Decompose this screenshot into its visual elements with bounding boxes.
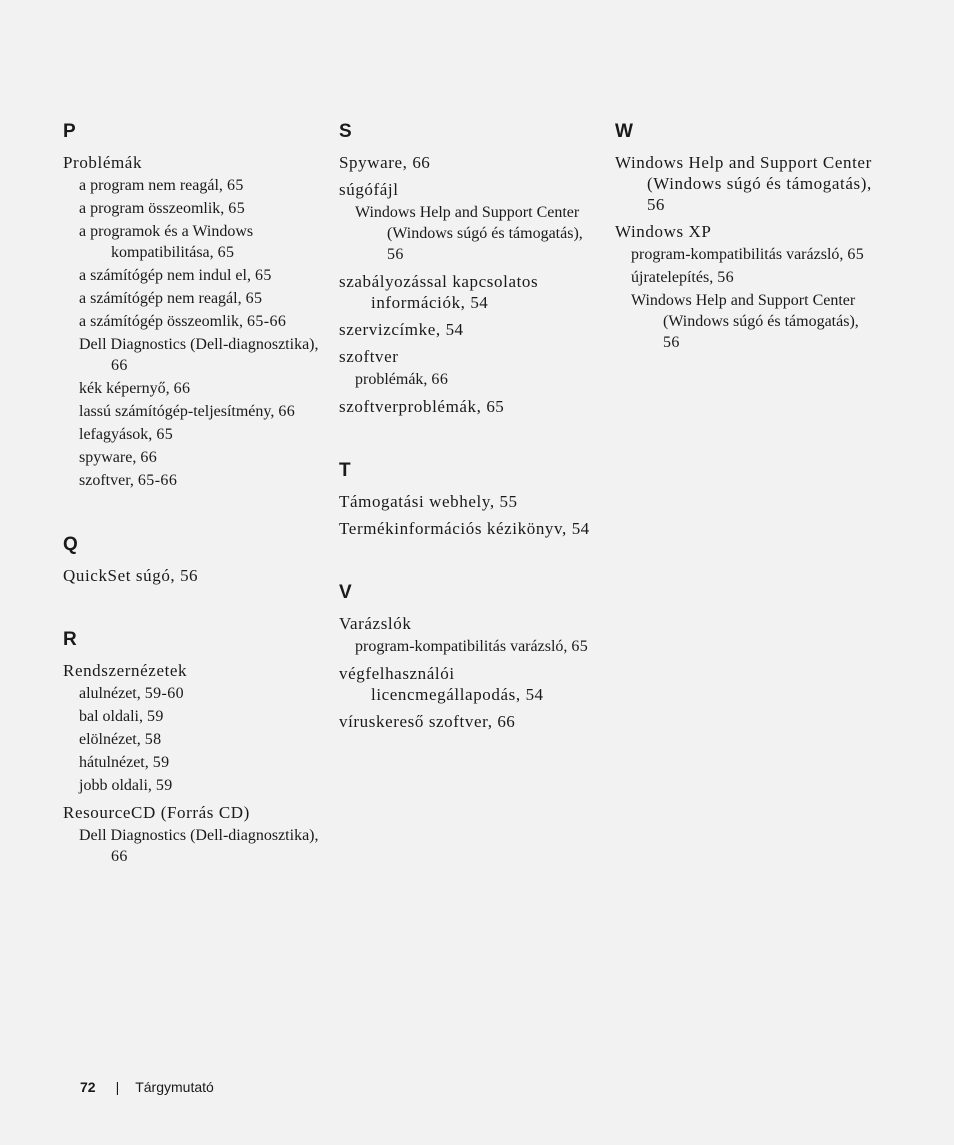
sub-entry <box>63 221 323 263</box>
entry-term <box>339 179 599 200</box>
page-ref: 66 <box>140 449 158 466</box>
sub-entry-text: alulnézet, <box>79 685 145 702</box>
sub-entry-text: lassú számítógép-teljesítmény, <box>79 403 279 420</box>
page-ref: 54 <box>470 293 489 312</box>
section-letter: W <box>615 121 633 142</box>
page-ref: 54 <box>445 320 464 339</box>
index-entry <box>339 319 599 340</box>
term-text: Termékinformációs kézikönyv, <box>339 519 572 538</box>
sub-entry <box>615 267 875 288</box>
page-ref: 65 <box>245 290 263 307</box>
page-ref: 65 <box>226 177 244 194</box>
page-ref: 56 <box>663 334 680 351</box>
term-text: Spyware, <box>339 153 413 172</box>
index-section <box>339 459 599 539</box>
sub-entry <box>63 470 323 491</box>
page-ref: 65 <box>156 426 174 443</box>
entry-term <box>63 660 323 681</box>
section-letter: P <box>63 121 76 142</box>
section-title: Tárgymutató <box>135 1079 214 1095</box>
index-entry <box>339 396 599 417</box>
sub-entry <box>63 424 323 445</box>
page-ref: 65 <box>228 200 246 217</box>
term-text: szabályozással kapcsolatos információk, <box>339 272 539 312</box>
entry-term <box>339 271 599 313</box>
page-ref: 56 <box>387 246 404 263</box>
index-entry <box>339 711 599 732</box>
index-entry <box>339 179 599 265</box>
index-entry <box>339 491 599 512</box>
sub-entry-text: szoftver, <box>79 472 138 489</box>
entry-term <box>63 802 323 823</box>
sub-entry-text: Dell Diagnostics (Dell-diagnosztika), <box>79 336 319 353</box>
sub-entry-text: a számítógép összeomlik, <box>79 313 247 330</box>
index-column-1 <box>63 120 323 873</box>
page-ref: 65 <box>254 267 272 284</box>
page-ref: 66 <box>278 403 296 420</box>
page-ref: 56 <box>647 195 665 214</box>
sub-entry-text: a program összeomlik, <box>79 200 229 217</box>
sub-entry-text: a program nem reagál, <box>79 177 227 194</box>
page-ref: 55 <box>499 492 518 511</box>
term-text: Problémák <box>63 153 143 172</box>
sub-entry-text: jobb oldali, <box>79 777 156 794</box>
index-section <box>63 120 323 491</box>
sub-entry-text: lefagyások, <box>79 426 157 443</box>
sub-entry <box>63 752 323 773</box>
sub-entry <box>63 288 323 309</box>
page-ref: 66 <box>111 848 128 865</box>
sub-entry-text: a programok és a Windows kompatibilitása, <box>79 223 254 261</box>
page-ref: 65 <box>217 244 235 261</box>
page-footer <box>80 1077 214 1097</box>
index-entry <box>63 802 323 867</box>
entry-term <box>63 565 323 586</box>
sub-entry <box>63 706 323 727</box>
page-ref: 66 <box>497 712 516 731</box>
sub-entry <box>339 369 599 390</box>
term-text: Varázslók <box>339 614 412 633</box>
sub-entry <box>63 311 323 332</box>
sub-entry <box>63 729 323 750</box>
index-entry <box>615 152 875 215</box>
term-text: Windows Help and Support Center (Windows súgó és támogatás), <box>615 153 872 193</box>
index-entry <box>615 221 875 353</box>
sub-entry <box>339 636 599 657</box>
section-letter: S <box>339 121 352 142</box>
term-text: Rendszernézetek <box>63 661 188 680</box>
page-ref: 54 <box>525 685 544 704</box>
index-section <box>615 120 875 353</box>
sub-entry <box>63 683 323 704</box>
index-entry <box>63 152 323 491</box>
section-letter: Q <box>63 534 78 555</box>
sub-entry-text: hátulnézet, <box>79 754 153 771</box>
sub-entry-text: kék képernyő, <box>79 380 174 397</box>
sub-entry <box>63 775 323 796</box>
section-letter: T <box>339 460 351 481</box>
entry-term <box>339 152 599 173</box>
term-text: Támogatási webhely, <box>339 492 500 511</box>
sub-entry-text: a számítógép nem reagál, <box>79 290 246 307</box>
page-ref: 66 <box>173 380 191 397</box>
sub-entry-text: bal oldali, <box>79 708 147 725</box>
page-number: 72 <box>80 1079 96 1095</box>
sub-entry <box>63 175 323 196</box>
sub-entry <box>63 401 323 422</box>
sub-entry <box>63 198 323 219</box>
page-ref: 59 <box>146 708 164 725</box>
footer-separator: | <box>115 1079 120 1095</box>
index-section <box>63 628 323 867</box>
entry-term <box>339 518 599 539</box>
index-entry <box>63 660 323 796</box>
sub-entry-text: Windows Help and Support Center (Windows súgó és támogatás), <box>631 292 859 330</box>
index-entry <box>63 565 323 586</box>
sub-entry-text: Windows Help and Support Center (Windows súgó és támogatás), <box>355 204 583 242</box>
index-entry <box>339 663 599 705</box>
entry-term <box>615 221 875 242</box>
sub-entry <box>63 265 323 286</box>
sub-entry <box>339 202 599 265</box>
term-text: szoftver <box>339 347 399 366</box>
page-ref: 59-60 <box>144 685 185 702</box>
entry-term <box>615 152 875 215</box>
page-ref: 65 <box>847 246 865 263</box>
entry-term <box>63 152 323 173</box>
page-ref: 66 <box>111 357 128 374</box>
entry-term <box>339 613 599 634</box>
sub-entry-text: elölnézet, <box>79 731 145 748</box>
index-entry <box>339 271 599 313</box>
term-text: QuickSet súgó, <box>63 566 181 585</box>
entry-term <box>339 319 599 340</box>
sub-entry <box>615 290 875 353</box>
page-ref: 65-66 <box>137 472 178 489</box>
page-ref: 65-66 <box>246 313 287 330</box>
sub-entry <box>615 244 875 265</box>
entry-term <box>339 711 599 732</box>
page-ref: 65 <box>571 638 589 655</box>
sub-entry-text: program-kompatibilitás varázsló, <box>631 246 848 263</box>
index-column-2 <box>339 120 599 738</box>
index-entry <box>339 613 599 657</box>
index-column-3 <box>615 120 875 359</box>
sub-entry <box>63 334 323 376</box>
index-entry <box>339 518 599 539</box>
page-ref: 66 <box>412 153 431 172</box>
entry-term <box>339 396 599 417</box>
entry-term <box>339 663 599 705</box>
entry-term <box>339 346 599 367</box>
term-text: ResourceCD (Forrás CD) <box>63 803 250 822</box>
entry-term <box>339 491 599 512</box>
index-entry <box>339 152 599 173</box>
page-ref: 54 <box>571 519 590 538</box>
sub-entry-text: a számítógép nem indul el, <box>79 267 255 284</box>
term-text: szoftverproblémák, <box>339 397 487 416</box>
term-text: végfelhasználói licencmegállapodás, <box>339 664 526 704</box>
sub-entry-text: Dell Diagnostics (Dell-diagnosztika), <box>79 827 319 844</box>
term-text: szervizcímke, <box>339 320 446 339</box>
sub-entry-text: program-kompatibilitás varázsló, <box>355 638 572 655</box>
index-section <box>339 581 599 732</box>
term-text: súgófájl <box>339 180 399 199</box>
page-ref: 65 <box>486 397 505 416</box>
index-section <box>339 120 599 417</box>
index-section <box>63 533 323 586</box>
sub-entry-text: spyware, <box>79 449 141 466</box>
term-text: víruskereső szoftver, <box>339 712 498 731</box>
page-ref: 66 <box>431 371 449 388</box>
section-letter: R <box>63 629 77 650</box>
section-letter: V <box>339 582 352 603</box>
page-ref: 56 <box>717 269 734 286</box>
term-text: Windows XP <box>615 222 712 241</box>
sub-entry-text: újratelepítés, <box>631 269 718 286</box>
sub-entry-text: problémák, <box>355 371 432 388</box>
sub-entry <box>63 447 323 468</box>
page-ref: 59 <box>152 754 170 771</box>
index-entry <box>339 346 599 390</box>
page-ref: 59 <box>155 777 173 794</box>
sub-entry <box>63 825 323 867</box>
sub-entry <box>63 378 323 399</box>
page-ref: 58 <box>144 731 162 748</box>
page-ref: 56 <box>180 566 198 585</box>
